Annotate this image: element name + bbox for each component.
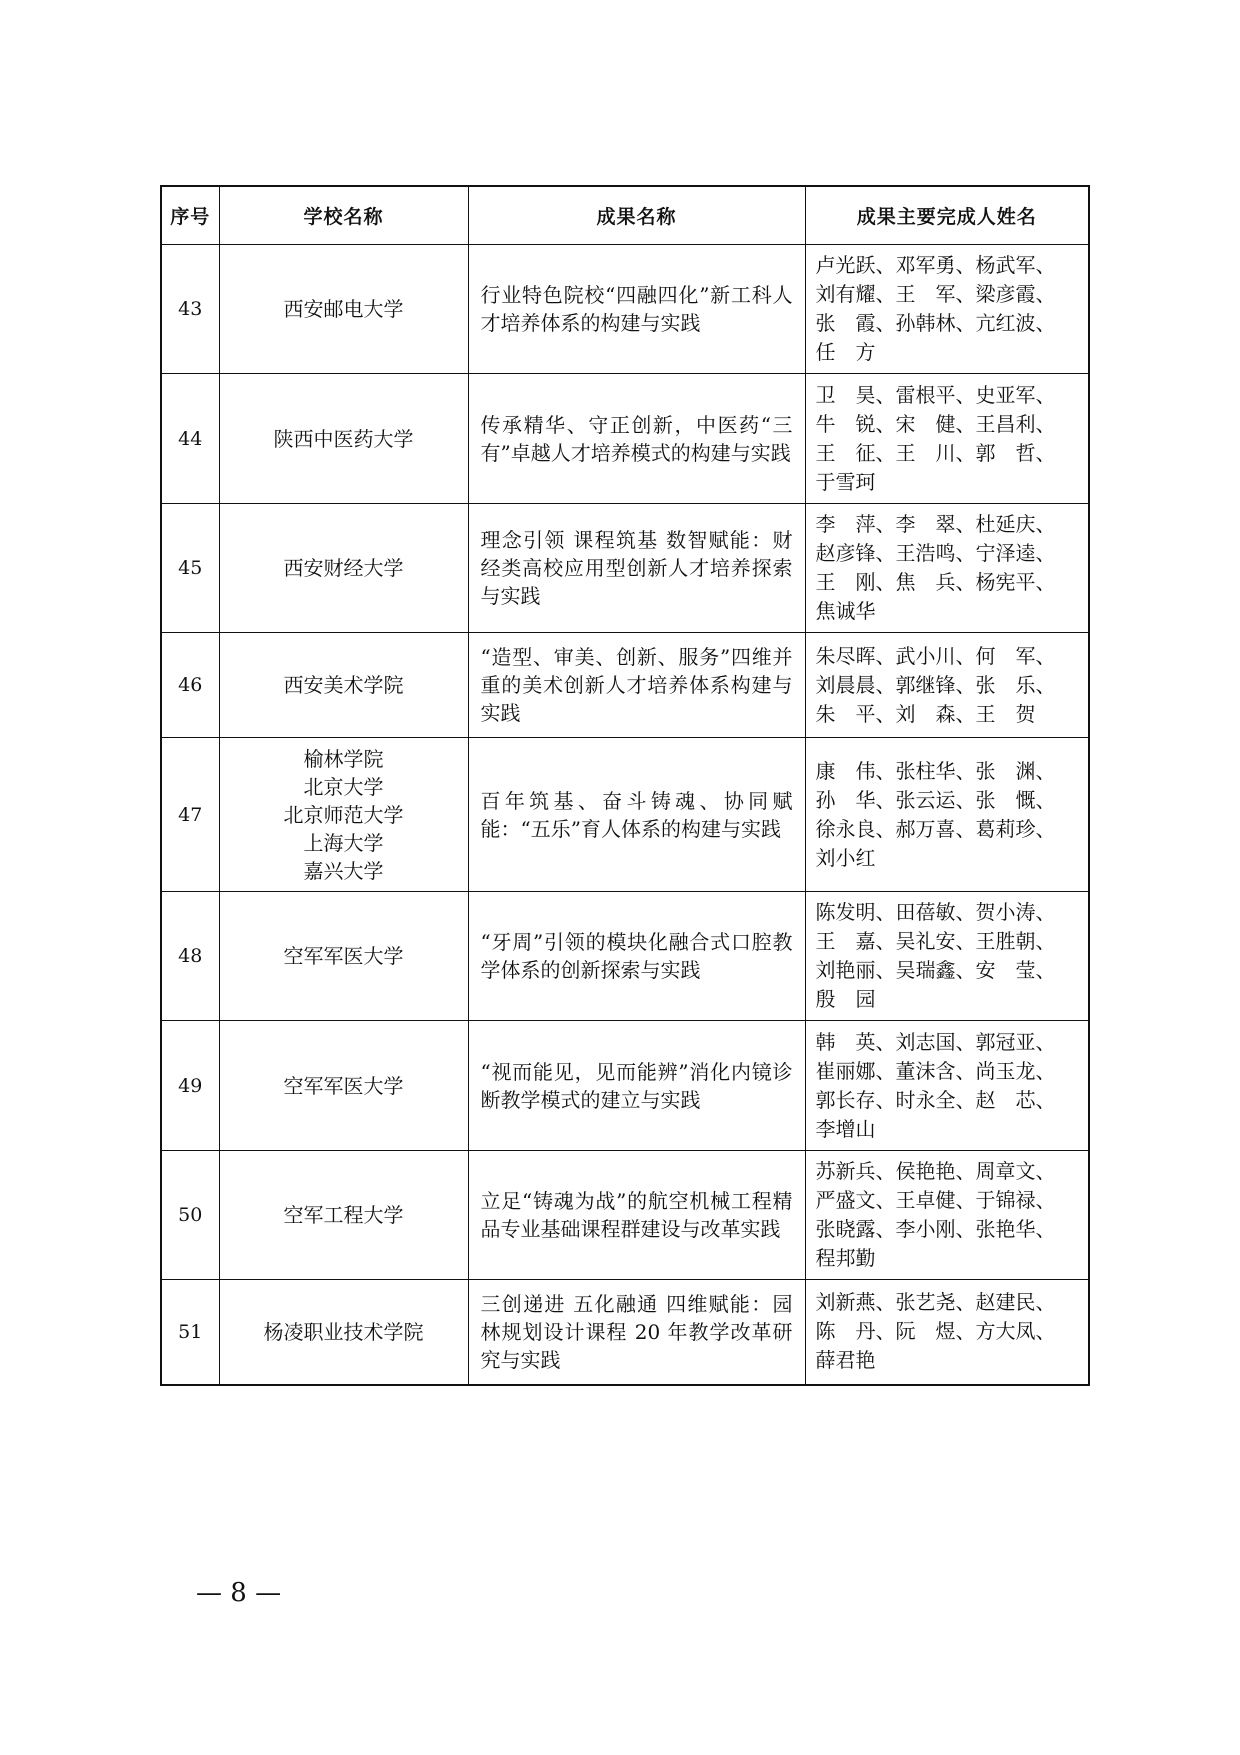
row-index: 48 [161,892,219,1021]
name-line: 殷 园 [815,987,876,1011]
name-line: 王 征、王 川、郭 哲、 [815,440,1056,465]
name-line: 朱尽晖、武小川、何 军、 [815,643,1056,668]
name-line: 赵彦锋、王浩鸣、宁泽逵、 [815,541,1056,565]
name-line: 程邦勤 [815,1246,876,1270]
name-line: 严盛文、王卓健、于锦禄、 [815,1188,1056,1212]
school-name: 嘉兴大学 [303,858,384,883]
school-name: 西安美术学院 [283,673,404,697]
school-name: 陕西中医药大学 [273,426,414,451]
table-row [161,245,1089,374]
name-line: 卫 昊、雷根平、史亚军、 [815,382,1056,407]
row-school [219,1280,468,1385]
row-title: 立足“铸魂为战”的航空机械工程精品专业基础课程群建设与改革实践 [468,1151,805,1280]
name-line: 卢光跃、邓军勇、杨武军、 [815,253,1056,277]
table-row [161,738,1089,892]
table-row [161,633,1089,738]
row-school [219,1021,468,1151]
row-index: 44 [161,374,219,504]
row-title: 行业特色院校“四融四化”新工科人才培养体系的构建与实践 [468,245,805,374]
name-line: 崔丽娜、董沫含、尚玉龙、 [815,1058,1056,1083]
row-names [805,245,1089,374]
row-title: “视而能见，见而能辨”消化内镜诊断教学模式的建立与实践 [468,1021,805,1151]
row-title: “牙周”引领的模块化融合式口腔教学体系的创新探索与实践 [468,892,805,1021]
achievement-table [160,185,1090,1386]
row-index: 49 [161,1021,219,1151]
school-name: 西安邮电大学 [283,297,404,321]
header-index: 序号 [161,186,219,245]
school-name: 北京师范大学 [283,802,404,827]
row-school [219,892,468,1021]
header-title: 成果名称 [468,186,805,245]
row-title: 百年筑基、奋斗铸魂、协同赋能：“五乐”育人体系的构建与实践 [468,738,805,892]
name-line: 张 霞、孙韩林、亢红波、 [815,311,1056,335]
name-line: 刘新燕、张艺尧、赵建民、 [815,1290,1056,1315]
name-line: 李 萍、李 翠、杜延庆、 [815,512,1056,536]
row-school [219,374,468,504]
row-names [805,374,1089,504]
name-line: 郭长存、时永全、赵 芯、 [815,1087,1056,1112]
row-index: 50 [161,1151,219,1280]
name-line: 刘有耀、王 军、梁彦霞、 [815,282,1056,306]
row-title: 理念引领 课程筑基 数智赋能：财经类高校应用型创新人才培养探索与实践 [468,504,805,633]
row-school [219,738,468,892]
table-row [161,892,1089,1021]
school-name: 空军军医大学 [283,1073,404,1098]
row-school [219,504,468,633]
name-line: 苏新兵、侯艳艳、周章文、 [815,1159,1056,1183]
name-line: 李增山 [815,1116,876,1141]
row-index: 43 [161,245,219,374]
table-row [161,1021,1089,1151]
name-line: 康 伟、张柱华、张 渊、 [815,758,1056,783]
school-name: 空军工程大学 [283,1203,404,1227]
school-name: 空军军医大学 [283,944,404,968]
name-line: 薛君艳 [815,1348,876,1373]
row-index: 45 [161,504,219,633]
name-line: 王 嘉、吴礼安、王胜朝、 [815,929,1056,953]
row-title: “造型、审美、创新、服务”四维并重的美术创新人才培养体系构建与实践 [468,633,805,738]
name-line: 牛 锐、宋 健、王昌利、 [815,411,1056,436]
name-line: 孙 华、张云运、张 慨、 [815,787,1056,812]
name-line: 任 方 [815,340,876,364]
name-line: 陈发明、田蓓敏、贺小涛、 [815,900,1056,924]
row-index: 46 [161,633,219,738]
row-school [219,1151,468,1280]
row-names [805,1280,1089,1385]
row-names [805,738,1089,892]
row-title: 三创递进 五化融通 四维赋能：园林规划设计课程 20 年教学改革研究与实践 [468,1280,805,1385]
name-line: 韩 英、刘志国、郭冠亚、 [815,1029,1056,1054]
page-number: — 8 — [196,1578,282,1608]
school-name: 上海大学 [303,830,384,855]
table-body [161,245,1089,1385]
name-line: 于雪珂 [815,469,876,494]
row-school [219,245,468,374]
name-line: 徐永良、郝万喜、葛莉珍、 [815,816,1056,841]
name-line: 朱 平、刘 森、王 贺 [815,701,1036,726]
row-names [805,892,1089,1021]
row-names [805,633,1089,738]
name-line: 刘小红 [815,845,876,870]
row-title: 传承精华、守正创新，中医药“三有”卓越人才培养模式的构建与实践 [468,374,805,504]
name-line: 陈 丹、阮 煜、方大凤、 [815,1319,1056,1344]
row-index: 51 [161,1280,219,1385]
school-name: 西安财经大学 [283,556,404,580]
school-name: 杨凌职业技术学院 [263,1319,424,1344]
header-names: 成果主要完成人姓名 [805,186,1089,245]
row-names [805,1151,1089,1280]
table-header [161,186,1089,245]
table-row [161,504,1089,633]
name-line: 张晓露、李小刚、张艳华、 [815,1217,1056,1241]
row-school [219,633,468,738]
name-line: 刘晨晨、郭继锋、张 乐、 [815,672,1056,697]
name-line: 刘艳丽、吴瑞鑫、安 莹、 [815,958,1056,982]
table-row [161,374,1089,504]
school-name: 榆林学院 [303,746,384,771]
header-school: 学校名称 [219,186,468,245]
name-line: 焦诚华 [815,599,876,623]
table-row [161,1280,1089,1385]
row-index: 47 [161,738,219,892]
row-names [805,504,1089,633]
table-row [161,1151,1089,1280]
school-name: 北京大学 [303,774,384,799]
row-names [805,1021,1089,1151]
name-line: 王 刚、焦 兵、杨宪平、 [815,570,1056,594]
